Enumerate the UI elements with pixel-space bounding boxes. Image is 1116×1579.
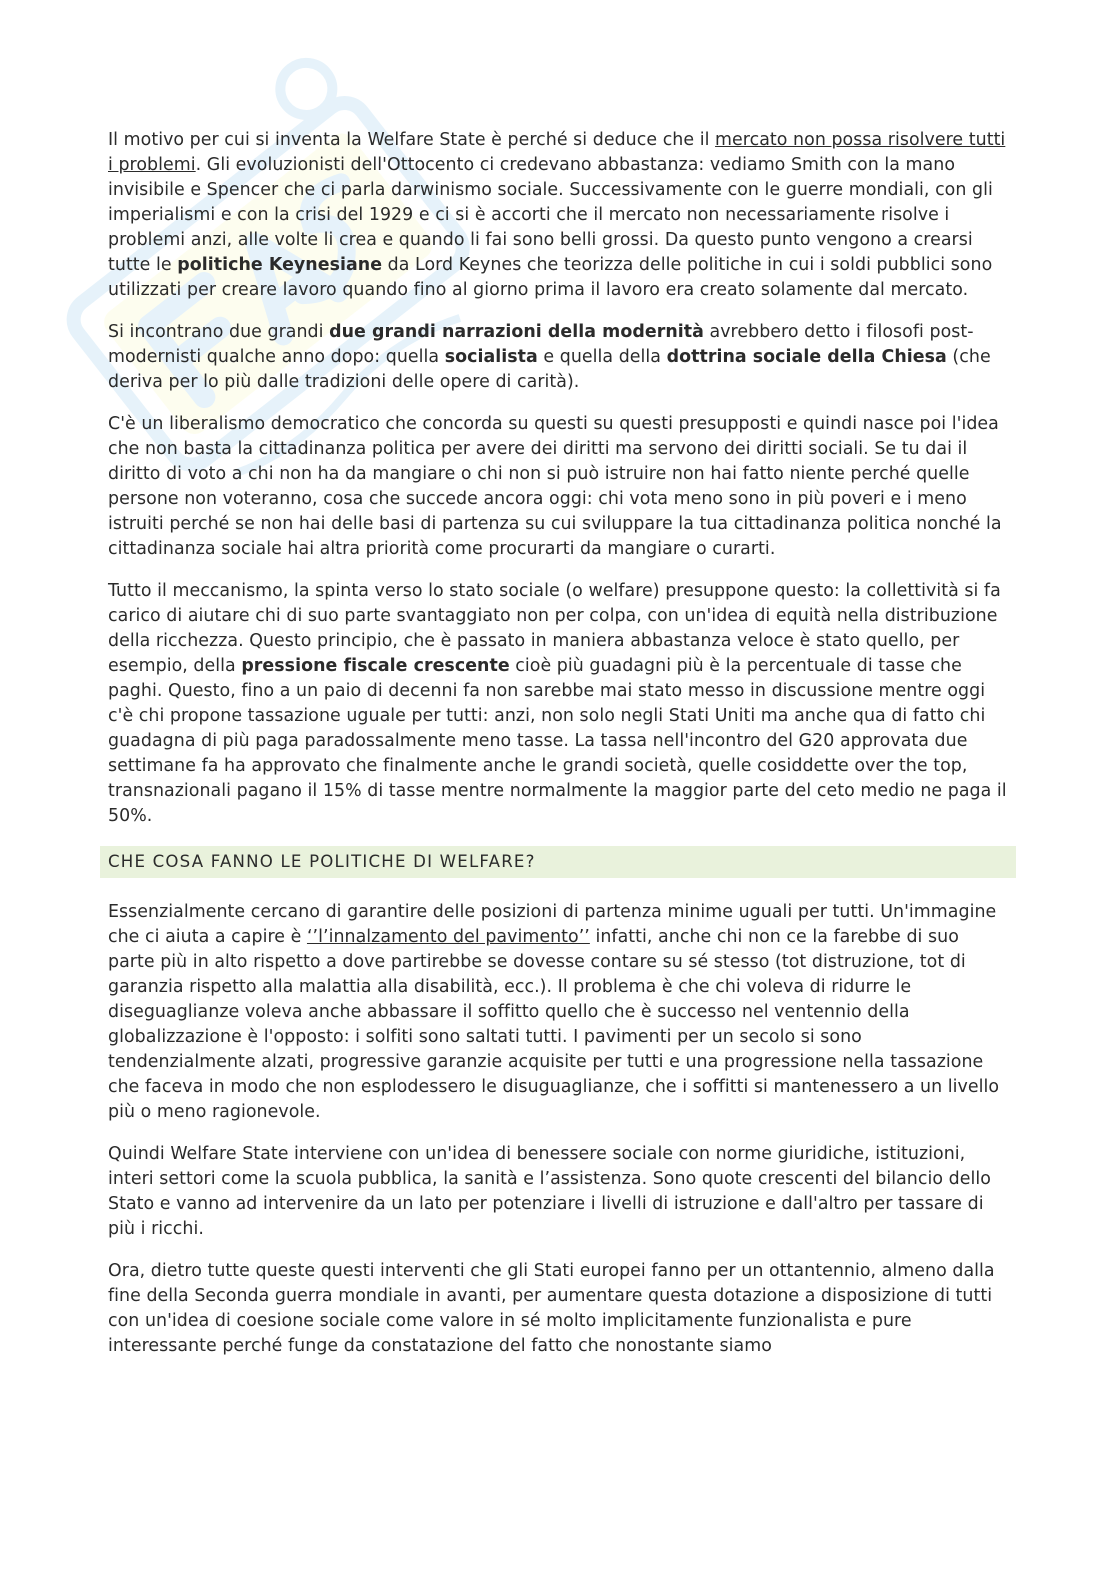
paragraph-7: Ora, dietro tutte queste questi interventi che gli Stati europei fanno per un ottantennio, almeno dalla fine della Seconda guerra mondiale in avanti, per aumentare questa dotazione a disposizione di tutti con un'idea di coesione sociale come valore in sé molto implicitamente funzionalista e pure interessante perché funge da constatazione del fatto che nonostante siamo	[108, 1261, 995, 1356]
p2-text-d: (che deriva per lo più dalle tradizioni delle opere di carità).	[108, 347, 991, 392]
p5-underlined: ‘’l’innalzamento del pavimento’’	[306, 927, 590, 947]
document-body	[108, 128, 1008, 1376]
p2-text-c: e quella della	[537, 347, 667, 367]
p5-text-a: Essenzialmente cercano di garantire delle posizioni di partenza minime uguali per tutti. Un'immagine che ci aiuta a capire è	[108, 902, 997, 947]
paragraph-1	[108, 128, 1008, 303]
p2-text-a: Si incontrano due grandi	[108, 322, 330, 342]
section-heading: CHE COSA FANNO LE POLITICHE DI WELFARE?	[100, 846, 1016, 878]
p4-text-b: cioè più guadagni più è la percentuale di tasse che paghi. Questo, fino a un paio di decenni fa non sarebbe mai stato messo in discussione mentre oggi c'è chi propone tassazione uguale per tutti: anzi, non solo negli Stati Uniti ma anche qua di fatto chi guadagna di più paga paradossalmente meno tasse. La tassa nell'incontro del G20 approvata due settimane fa ha approvato che finalmente anche le grandi società, quelle cosiddette over the top, transnazionali pagano il 15% di tasse mentre normalmente la maggior parte del ceto medio ne paga il 50%.	[108, 656, 1007, 826]
p2-bold-2: socialista	[444, 347, 538, 367]
p1-underlined: mercato non possa risolvere tutti i problemi	[108, 130, 1006, 175]
p1-bold: politiche Keynesiane	[177, 255, 383, 275]
paragraph-6: Quindi Welfare State interviene con un'idea di benessere sociale con norme giuridiche, istituzioni, interi settori come la scuola pubblica, la sanità e l’assistenza. Sono quote crescenti del bilancio dello Stato e vanno ad intervenire da un lato per potenziare i livelli di istruzione e dall'altro per tassare di più i ricchi.	[108, 1144, 991, 1239]
p1-text-c: da Lord Keynes che teorizza delle politiche in cui i soldi pubblici sono utilizzati per creare lavoro quando fino al giorno prima il lavoro era creato solamente dal mercato.	[108, 255, 993, 300]
p2-text-b: avrebbero detto i filosofi post-modernisti qualche anno dopo: quella	[108, 322, 974, 367]
p1-text-b: . Gli evoluzionisti dell'Ottocento ci credevano abbastanza: vediamo Smith con la mano invisibile e Spencer che ci parla darwinismo sociale. Successivamente con le guerre mondiali, con gli imperialismi e con la crisi del 1929 e ci si è accorti che il mercato non necessariamente risolve i problemi anzi, alle volte li crea e quando li fai sono belli grossi. Da questo punto vengono a crearsi tutte le	[108, 155, 993, 275]
p2-bold-3: dottrina sociale della Chiesa	[666, 347, 947, 367]
p4-bold: pressione fiscale crescente	[241, 656, 510, 676]
paragraph-5	[108, 900, 1008, 1125]
p5-text-b: infatti, anche chi non ce la farebbe di suo parte più in alto rispetto a dove partirebbe se dovesse contare su sé stesso (tot distruzione, tot di garanzia rispetto alla malattia alla disabilità, ecc.). Il problema è che chi voleva di ridurre le diseguaglianze voleva anche abbassare il soffitto quello che è successo nel ventennio della globalizzazione è l'opposto: i solfiti sono saltati tutti. I pavimenti per un secolo si sono tendenzialmente alzati, progressive garanzie acquisite per tutti e una progressione nella tassazione che faceva in modo che non esplodessero le disuguaglianze, che i soffitti si mantenessero a un livello più o meno ragionevole.	[108, 927, 1000, 1122]
paragraph-3: C'è un liberalismo democratico che concorda su questi su questi presupposti e quindi nasce poi l'idea che non basta la cittadinanza politica per avere dei diritti ma servono dei diritti sociali. Se tu dai il diritto di voto a chi non ha da mangiare o chi non si può istruire non hai fatto niente perché quelle persone non voteranno, cosa che succede ancora oggi: chi vota meno sono in più poveri e i meno istruiti perché se non hai delle basi di partenza su cui sviluppare la tua cittadinanza politica nonché la cittadinanza sociale hai altra priorità come procurarti da mangiare o curarti.	[108, 414, 1002, 559]
p2-bold-1: due grandi narrazioni della modernità	[329, 322, 704, 342]
p4-text-a: Tutto il meccanismo, la spinta verso lo stato sociale (o welfare) presuppone questo: la collettività si fa carico di aiutare chi di suo parte svantaggiato non per colpa, con un'idea di equità nella distribuzione della ricchezza. Questo principio, che è passato in maniera abbastanza veloce è stato quello, per esempio, della	[108, 581, 1001, 676]
paragraph-4	[108, 579, 1008, 829]
paragraph-2	[108, 320, 1008, 395]
p1-text-a: Il motivo per cui si inventa la Welfare State è perché si deduce che il	[108, 130, 716, 150]
